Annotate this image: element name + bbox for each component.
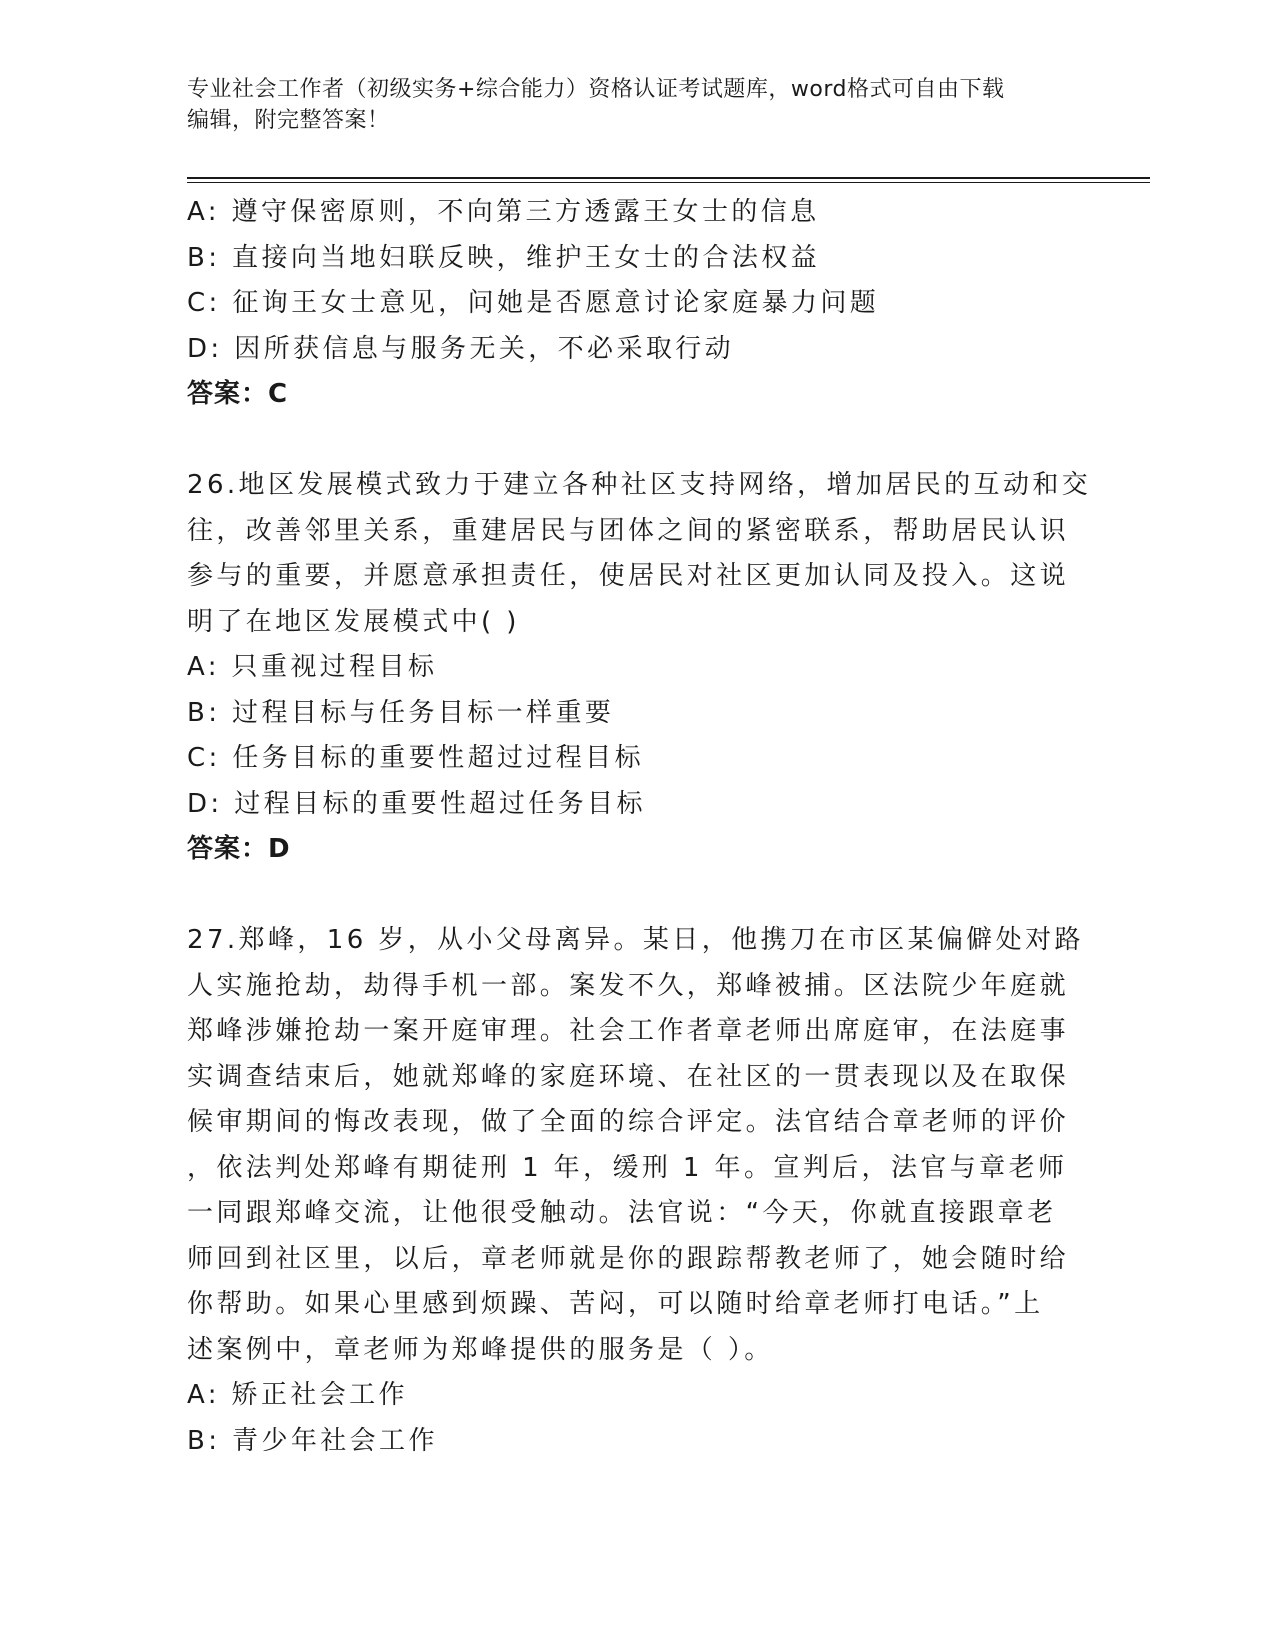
question-stem-line: 你帮助。如果心里感到烦躁、苦闷，可以随时给章老师打电话。”上: [187, 1289, 1044, 1319]
option-a: A: 矫正社会工作: [187, 1380, 408, 1410]
option-b: B: 过程目标与任务目标一样重要: [187, 697, 615, 728]
option-d: D: 因所获信息与服务无关，不必采取行动: [187, 333, 735, 364]
question-stem-line: 往，改善邻里关系，重建居民与团体之间的紧密联系，帮助居民认识: [187, 515, 1070, 546]
question-stem-line: 参与的重要，并愿意承担责任，使居民对社区更加认同及投入。这说: [187, 561, 1070, 591]
header-line-1: 专业社会工作者（初级实务+综合能力）资格认证考试题库，word格式可自由下载: [187, 77, 1005, 102]
question-stem-line: ，依法判处郑峰有期徒刑 1 年，缓刑 1 年。宣判后，法官与章老师: [187, 1152, 1068, 1183]
question-stem-line: 明了在地区发展模式中( ): [187, 606, 520, 637]
header-divider-thin: [187, 182, 1150, 183]
question-content: [187, 190, 1092, 1464]
option-c: C: 任务目标的重要性超过过程目标: [187, 743, 644, 773]
question-stem-line: 师回到社区里，以后，章老师就是你的跟踪帮教老师了，她会随时给: [187, 1243, 1070, 1274]
spacer: [187, 418, 1077, 464]
question-25: [187, 190, 1077, 418]
option-b: B: 青少年社会工作: [187, 1425, 438, 1456]
option-a: A: 遵守保密原则，不向第三方透露王女士的信息: [187, 197, 820, 227]
document-header: [187, 74, 1087, 136]
question-stem-line: 郑峰涉嫌抢劫一案开庭审理。社会工作者章老师出席庭审，在法庭事: [187, 1016, 1070, 1046]
question-stem-line: 26.地区发展模式致力于建立各种社区支持网络，增加居民的互动和交: [187, 470, 1092, 500]
spacer: [187, 873, 1077, 919]
question-stem-line: 27.郑峰，16 岁，从小父母离异。某日，他携刀在市区某偏僻处对路: [187, 925, 1084, 955]
question-stem-line: 述案例中，章老师为郑峰提供的服务是（ ）。: [187, 1334, 774, 1365]
answer: 答案：C: [187, 379, 289, 409]
option-b: B: 直接向当地妇联反映，维护王女士的合法权益: [187, 242, 821, 273]
answer: 答案：D: [187, 834, 291, 864]
question-26: [187, 463, 1092, 873]
question-stem-line: 候审期间的悔改表现，做了全面的综合评定。法官结合章老师的评价: [187, 1107, 1070, 1137]
option-c: C: 征询王女士意见，问她是否愿意讨论家庭暴力问题: [187, 288, 880, 318]
question-stem-line: 人实施抢劫，劫得手机一部。案发不久，郑峰被捕。区法院少年庭就: [187, 970, 1070, 1001]
option-d: D: 过程目标的重要性超过任务目标: [187, 788, 646, 819]
question-stem-line: 实调查结束后，她就郑峰的家庭环境、在社区的一贯表现以及在取保: [187, 1061, 1070, 1092]
question-stem-line: 一同跟郑峰交流，让他很受触动。法官说：“今天，你就直接跟章老: [187, 1198, 1057, 1228]
question-27: [187, 918, 1084, 1464]
header-divider-thick: [187, 177, 1150, 179]
header-line-2: 编辑，附完整答案！: [187, 108, 390, 133]
option-a: A: 只重视过程目标: [187, 652, 438, 682]
